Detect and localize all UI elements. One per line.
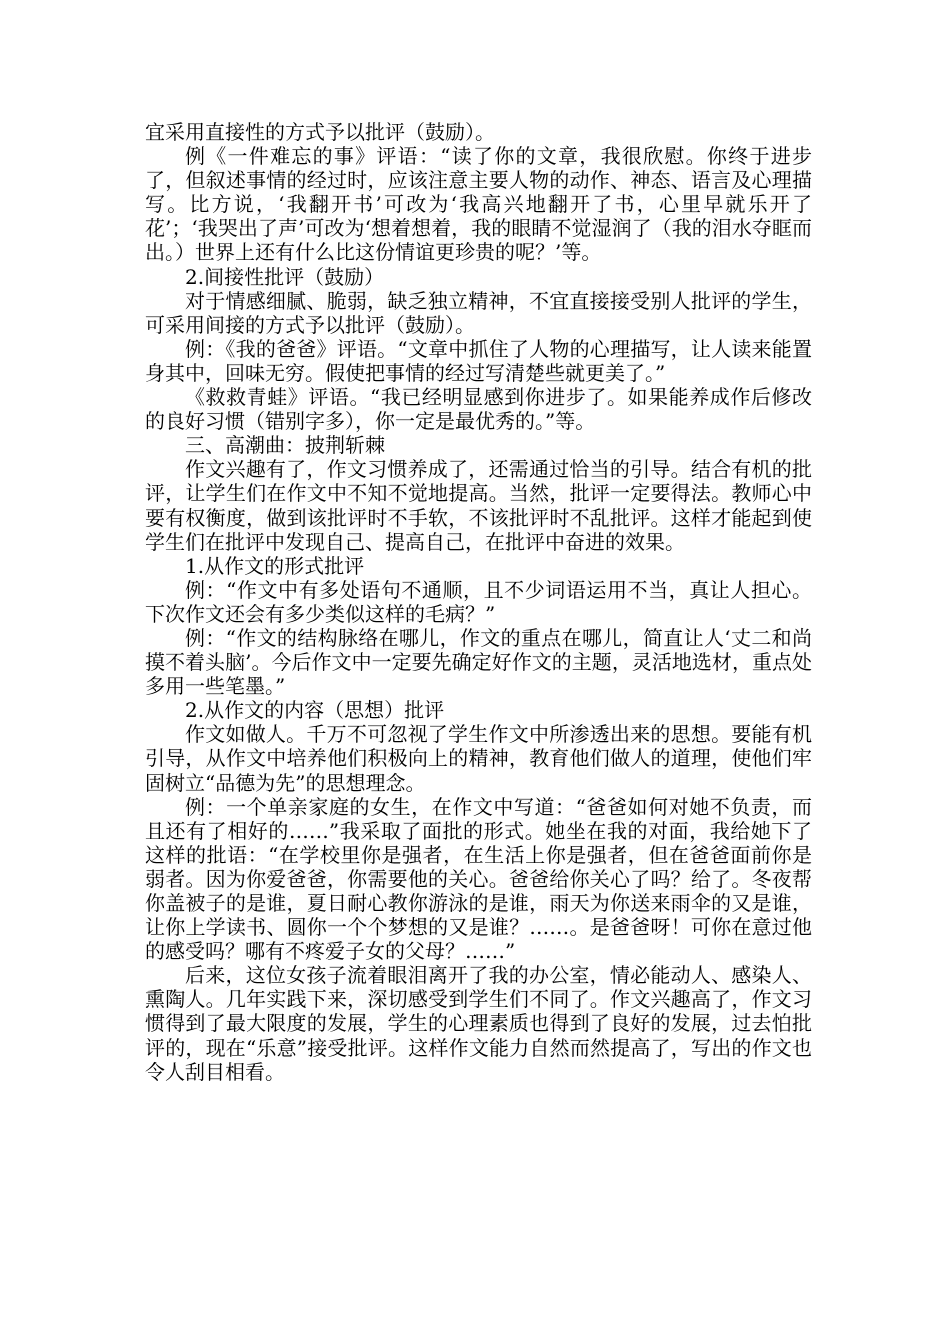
paragraph-10: 例：“作文中有多处语句不通顺，且不少词语运用不当，真让人担心。下次作文还会有多少类似这样的毛病？”: [145, 577, 812, 626]
section-heading-content-criticism: 2.从作文的内容（思想）批评: [185, 698, 445, 723]
section-heading-form-criticism: 1.从作文的形式批评: [185, 553, 365, 578]
paragraph-11: 例：“作文的结构脉络在哪儿，作文的重点在哪儿，简直让人‘丈二和尚摸不着头脑’。今后作文中一定要先确定好作文的主题，灵活地选材，重点处多用一些笔墨。”: [145, 625, 812, 699]
paragraph-13: 作文如做人。千万不可忽视了学生作文中所渗透出来的思想。要能有机引导，从作文中培养他们积极向上的精神，教育他们做人的道理，使他们牢固树立“品德为先”的思想理念。: [145, 722, 812, 795]
paragraph-15: 后来，这位女孩子流着眼泪离开了我的办公室，情必能动人、感染人、熏陶人。几年实践下来，深切感受到学生们不同了。作文兴趣高了，作文习惯得到了最大限度的发展，学生的心理素质也得到了良好的发展，过去怕批评的，现在“乐意”接受批评。这样作文能力自然而然提高了，写出的作文也令人刮目相看。: [145, 963, 812, 1084]
section-heading-indirect-criticism: 2.间接性批评（鼓励）: [185, 264, 385, 289]
paragraph-4: 对于情感细腻、脆弱，缺乏独立精神，不宜直接接受别人批评的学生，可采用间接的方式予以批评（鼓励）。: [145, 288, 812, 337]
paragraph-8: 作文兴趣有了，作文习惯养成了，还需通过恰当的引导。结合有机的批评，让学生们在作文中不知不觉地提高。当然，批评一定要得法。教师心中要有权衡度，做到该批评时不手软，不该批评时不乱批评。这样才能起到使学生们在批评中发现自己、提高自己，在批评中奋进的效果。: [145, 457, 812, 554]
paragraph-14: 例：一个单亲家庭的女生，在作文中写道：“爸爸如何对她不负责，而且还有了相好的……”我采取了面批的形式。她坐在我的对面，我给她下了这样的批语：“在学校里你是强者，在生活上你是强者，但在爸爸面前你是弱者。因为你爱爸爸，你需要他的关心。爸爸给你关心了吗？给了。冬夜帮你盖被子的是谁，夏日耐心教你游泳的是谁，雨天为你送来雨伞的又是谁，让你上学读书、圆你一个个梦想的又是谁？……。是爸爸呀！可你在意过他的感受吗？哪有不疼爱子女的父母？……”: [145, 794, 812, 964]
paragraph-1: 宜采用直接性的方式予以批评（鼓励）。: [145, 120, 495, 144]
paragraph-5: 例：《我的爸爸》评语。“文章中抓住了人物的心理描写，让人读来能置身其中，回味无穷。假使把事情的经过写清楚些就更美了。”: [145, 336, 812, 385]
document-body: [145, 120, 812, 1084]
section-heading-climax: 三、高潮曲：披荆斩棘: [185, 433, 385, 458]
paragraph-2: 例《一件难忘的事》评语：“读了你的文章，我很欣慰。你终于进步了，但叙述事情的经过时，应该注意主要人物的动作、神态、语言及心理描写。比方说，‘我翻开书’可改为‘我高兴地翻开了书，心里早就乐开了花’；‘我哭出了声’可改为‘想着想着，我的眼睛不觉湿润了（我的泪水夺眶而出。）世界上还有什么比这份情谊更珍贵的呢？’等。: [145, 144, 812, 265]
paragraph-6: 《救救青蛙》评语。“我已经明显感到你进步了。如果能养成作后修改的良好习惯（错别字多），你一定是最优秀的。”等。: [145, 385, 812, 434]
